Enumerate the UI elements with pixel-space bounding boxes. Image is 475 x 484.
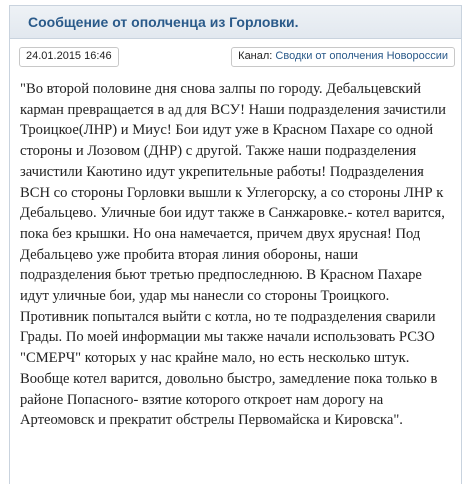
- channel-link[interactable]: Сводки от ополчения Новороссии: [275, 50, 448, 62]
- channel-label: Канал:: [238, 50, 273, 62]
- post-channel: [231, 47, 455, 67]
- post-meta: [10, 39, 461, 69]
- post-body: "Во второй половине дня снова залпы по городу. Дебальцевский карман превращается в ад для ВСУ! Наши подразделения зачистили Троицкое(ЛНР) и Миус! Бои идут уже в Красном Пахаре со одной стороны и Лозовом (ДНР) с другой. Также наши подразделения зачистили Каютино идут укрепительные работы! Подразделения ВСН со стороны Горловки вышли к Углегорску, а со стороны ЛНР к Дебальцево. Уличные бои идут также в Санжаровке.- котел варится, пока без крышки. Но она намечается, причем двух ярусная! Под Дебальцево уже пробита вторая линия обороны, наши подразделения бьют третью предпоследнюю. В Красном Пахаре идут уличные бои, удар мы нанесли со стороны Троицкого. Противник попытался выйти с котла, но те подразделения сварили Грады. По моей информации мы также начали использовать РСЗО "СМЕРЧ" которых у нас крайне мало, но есть несколько штук. Вообще котел варится, довольно быстро, замедление пока только в районе Попасного- взятие которого откроет нам дорогу на Артеомовск и прекратит обстрелы Первомайска и Кировска".: [20, 81, 446, 429]
- post-card: [9, 5, 462, 484]
- post-date: 24.01.2015 16:46: [19, 47, 119, 67]
- post-title-link[interactable]: Сообщение от ополченца из Горловки.: [28, 14, 299, 30]
- post-header: [10, 6, 461, 39]
